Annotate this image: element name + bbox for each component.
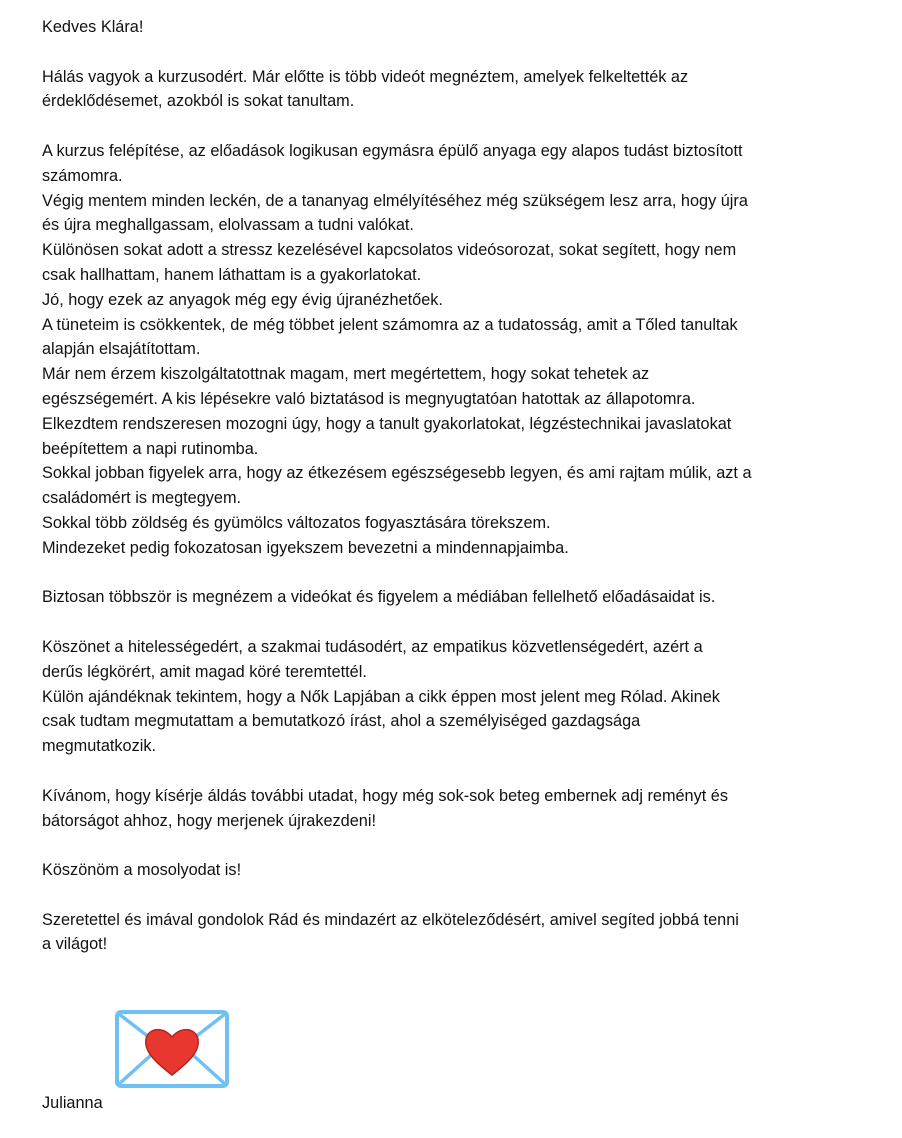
text-line: Köszönöm a mosolyodat is! bbox=[42, 861, 242, 880]
text-line: Hálás vagyok a kurzusodért. Már előtte is több videót megnéztem, amelyek felkeltették az bbox=[42, 67, 689, 86]
love-letter-icon bbox=[114, 1009, 230, 1089]
text-line: Már nem érzem kiszolgáltatottnak magam, mert megértettem, hogy sokat tehetek az bbox=[42, 365, 650, 384]
text-line: A tüneteim is csökkentek, de még többet jelent számomra az a tudatosság, amit a Tőled tanultak bbox=[42, 315, 738, 334]
paragraph bbox=[42, 635, 752, 759]
paragraph bbox=[42, 139, 752, 561]
text-line: csak tudtam megmutattam a bemutatkozó írást, ahol a személyiséged gazdagsága bbox=[42, 712, 641, 731]
text-line: bátorságot ahhoz, hogy merjenek újrakezdeni! bbox=[42, 811, 376, 830]
text-line: a világot! bbox=[42, 935, 108, 954]
letter-body bbox=[42, 15, 752, 982]
text-line: egészségemért. A kis lépésekre való biztatásod is megnyugtatóan hatottak az állapotomra. bbox=[42, 389, 696, 408]
text-line: A kurzus felépítése, az előadások logikusan egymásra épülő anyaga egy alapos tudást biztosított bbox=[42, 141, 743, 160]
text-line: Elkezdtem rendszeresen mozogni úgy, hogy a tanult gyakorlatokat, légzéstechnikai javaslatokat bbox=[42, 414, 732, 433]
text-line: és újra meghallgassam, elolvassam a tudni valókat. bbox=[42, 216, 414, 235]
text-line: Sokkal több zöldség és gyümölcs változatos fogyasztására törekszem. bbox=[42, 513, 551, 532]
text-line: Köszönet a hitelességedért, a szakmai tudásodért, az empatikus közvetlenségedért, azért a bbox=[42, 637, 703, 656]
text-line: Végig mentem minden leckén, de a tananyag elmélyítéséhez még szükségem lesz arra, hogy újra bbox=[42, 191, 748, 210]
text-line: családomért is megtegyem. bbox=[42, 489, 242, 508]
text-line: Mindezeket pedig fokozatosan igyekszem bevezetni a mindennapjaimba. bbox=[42, 538, 569, 557]
text-line: csak hallhattam, hanem láthattam is a gyakorlatokat. bbox=[42, 265, 422, 284]
text-line: Kívánom, hogy kísérje áldás további utadat, hogy még sok-sok beteg embernek adj reményt és bbox=[42, 786, 728, 805]
text-line: beépítettem a napi rutinomba. bbox=[42, 439, 259, 458]
paragraph bbox=[42, 908, 752, 958]
text-line: Sokkal jobban figyelek arra, hogy az étkezésem egészségesebb legyen, és ami rajtam múlik, azt a bbox=[42, 464, 752, 483]
text-line: Külön ajándéknak tekintem, hogy a Nők Lapjában a cikk éppen most jelent meg Rólad. Akinek bbox=[42, 687, 720, 706]
text-line: Kedves Klára! bbox=[42, 18, 144, 36]
paragraph bbox=[42, 65, 752, 115]
text-line: Különösen sokat adott a stressz kezelésével kapcsolatos videósorozat, sokat segített, hogy nem bbox=[42, 241, 737, 260]
paragraph bbox=[42, 585, 752, 610]
paragraph bbox=[42, 784, 752, 834]
text-line: számomra. bbox=[42, 166, 123, 185]
text-line: derűs légkörért, amit magad köré teremtettél. bbox=[42, 662, 367, 681]
text-line: megmutatkozik. bbox=[42, 737, 157, 756]
signature: Julianna bbox=[42, 1094, 103, 1112]
text-line: Biztosan többször is megnézem a videókat és figyelem a médiában fellelhető előadásaidat is. bbox=[42, 588, 716, 607]
text-line: Jó, hogy ezek az anyagok még egy évig újranézhetőek. bbox=[42, 290, 443, 309]
text-line: érdeklődésemet, azokból is sokat tanultam. bbox=[42, 92, 355, 111]
paragraph bbox=[42, 15, 752, 40]
text-line: Szeretettel és imával gondolok Rád és mindazért az elköteleződésért, amivel segíted jobbá tenni bbox=[42, 910, 739, 929]
text-line: alapján elsajátítottam. bbox=[42, 340, 201, 359]
paragraph bbox=[42, 858, 752, 883]
